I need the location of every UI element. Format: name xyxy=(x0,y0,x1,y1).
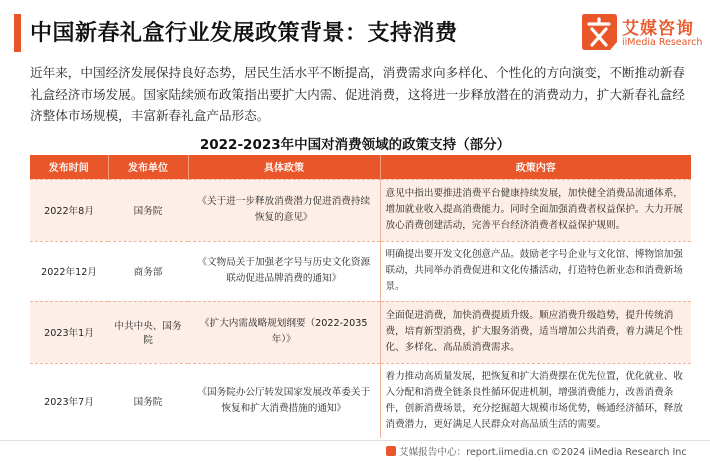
table-header-row xyxy=(30,155,691,179)
table-row xyxy=(30,241,691,301)
footer-divider xyxy=(0,440,710,441)
header-date: 发布时间 xyxy=(30,155,108,179)
row-dept: 国务院 xyxy=(108,363,188,438)
row-date: 2023年1月 xyxy=(30,301,108,363)
row-doc: 《扩大内需战略规划纲要（2022-2035年）》 xyxy=(188,301,380,363)
row-dept: 商务部 xyxy=(108,241,188,301)
row-date: 2023年7月 xyxy=(30,363,108,438)
row-doc: 《关于进一步释放消费潜力促进消费持续恢复的意见》 xyxy=(188,179,380,241)
table-title: 2022-2023年中国对消费领域的政策支持（部分） xyxy=(199,137,511,153)
header-content: 政策内容 xyxy=(380,155,691,179)
row-content: 意见中指出要推进消费平台健康持续发展，加快健全消费品流通体系，增加就业收入提高消费能力。同时全面加强消费者权益保护。大力开展放心消费创建活动，完善平台经济消费者权益保护规则。 xyxy=(380,179,691,241)
brand-name-cn: 艾媒咨询 xyxy=(622,19,694,39)
row-content: 着力推动高质量发展，把恢复和扩大消费摆在优先位置，优化就业、收入分配和消费全链条良性循环促进机制，增强消费能力，改善消费条件，创新消费场景，充分挖掘超大规模市场优势，畅通经济循环，释放消费潜力，更好满足人民群众对高品质生活的需要。 xyxy=(380,363,691,438)
header-doc: 具体政策 xyxy=(188,155,380,179)
row-date: 2022年8月 xyxy=(30,179,108,241)
table-row xyxy=(30,363,691,438)
row-dept: 中共中央、国务院 xyxy=(108,301,188,363)
header-dept: 发布单位 xyxy=(108,155,188,179)
row-doc: 《国务院办公厅转发国家发展改革委关于恢复和扩大消费措施的通知》 xyxy=(188,363,380,438)
brand-name-en: iiMedia Research xyxy=(622,37,703,48)
table-row xyxy=(30,301,691,363)
intro-paragraph: 近年来，中国经济发展保持良好态势，居民生活水平不断提高，消费需求向多样化、个性化的方向演变，不断推动新春礼盒经济市场发展。国家陆续颁布政策指出要扩大内需、促进消费，这将进一步释放潜在的消费动力，扩大新春礼盒经济整体市场规模，丰富新春礼盒产品形态。 xyxy=(30,65,685,123)
row-content: 明确提出要开发文化创意产品。鼓励老字号企业与文化馆、博物馆加强联动，共同举办消费促进和文化传播活动，打造特色新业态和消费新场景。 xyxy=(380,241,691,301)
policy-table xyxy=(30,155,691,438)
footer xyxy=(386,444,687,458)
brand-logo-icon xyxy=(580,12,618,52)
row-doc: 《文物局关于加强老字号与历史文化资源联动促进品牌消费的通知》 xyxy=(188,241,380,301)
brand-logo xyxy=(580,12,702,54)
report-center-icon xyxy=(386,446,396,456)
page-title: 中国新春礼盒行业发展政策背景：支持消费 xyxy=(30,21,458,46)
row-date: 2022年12月 xyxy=(30,241,108,301)
title-accent-bar xyxy=(14,14,21,52)
row-content: 全面促进消费，加快消费提质升级。顺应消费升级趋势，提升传统消费，培育新型消费，扩大服务消费，适当增加公共消费，着力满足个性化、多样化、高品质消费需求。 xyxy=(380,301,691,363)
row-dept: 国务院 xyxy=(108,179,188,241)
footer-text: 艾媒报告中心：report.iimedia.cn ©2024 iiMedia Research Inc xyxy=(399,447,687,458)
table-row xyxy=(30,179,691,241)
